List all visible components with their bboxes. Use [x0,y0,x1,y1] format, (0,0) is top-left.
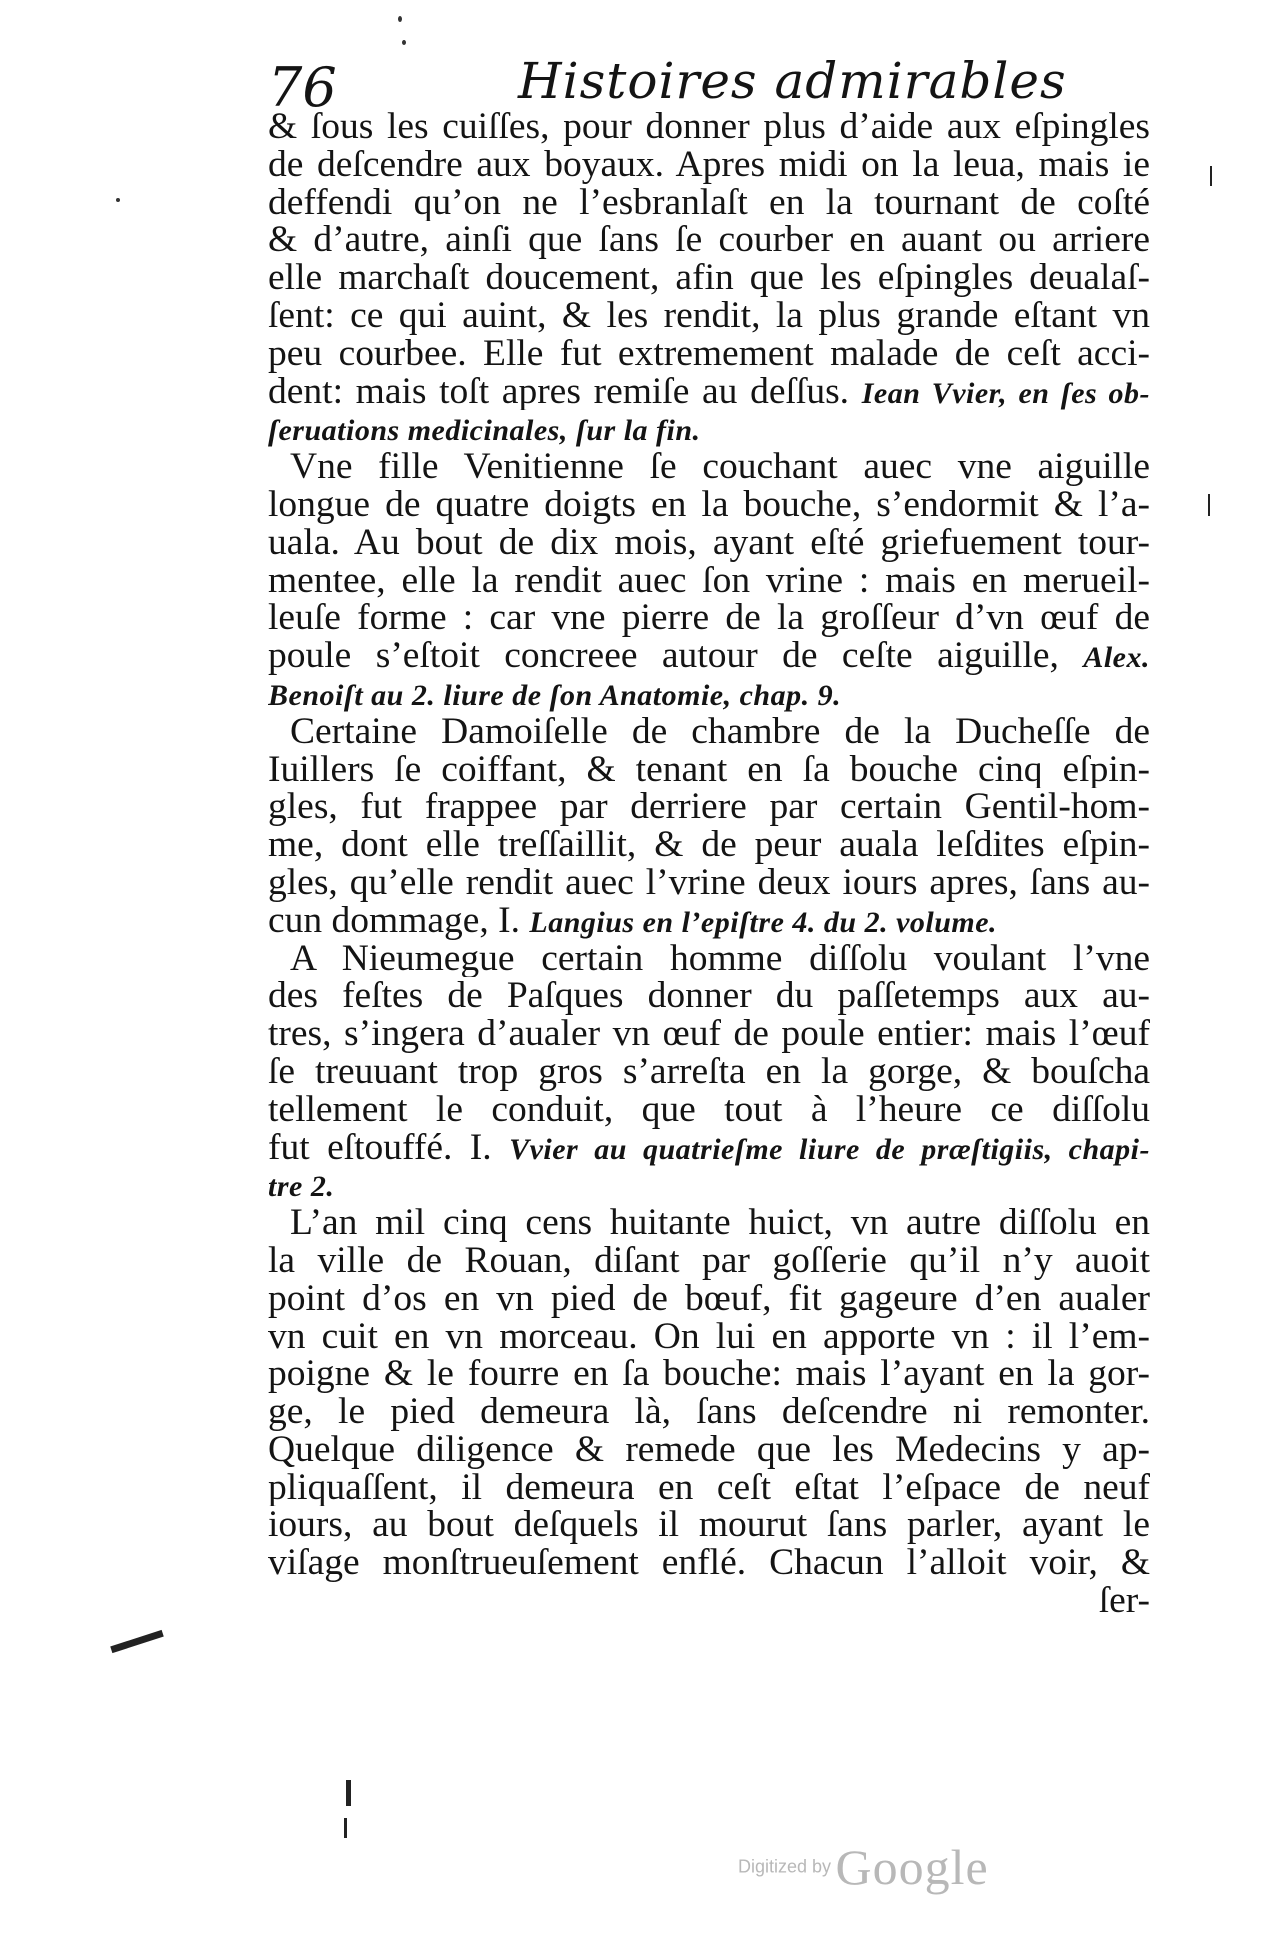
text-line [268,1355,1150,1393]
paragraph [268,713,1150,940]
line-text: gles, fut frappee par derriere par certain Gentil-hom- [268,788,1150,827]
text-line [268,1204,1150,1242]
text-line [268,675,1150,713]
text-line [268,826,1150,864]
text-line [268,335,1150,373]
line-text: gles, qu’elle rendit auec l’vrine deux iours apres, ſans au- [268,863,1150,902]
scan-speck [398,16,402,22]
body-text [268,108,1150,1620]
text-line [268,1431,1150,1469]
line-text: Certaine Damoiſelle de chambre de la Ducheſſe de [290,712,1150,751]
line-text: & d’autre, ainſi que ſans ſe courber en auant ou arriere [268,221,1150,260]
citation: tre 2. [268,1170,335,1204]
text-line [268,562,1150,600]
text-line [268,1506,1150,1544]
citation: Vvier au quatrieſme liure de præſtigiis, chapi- [509,1132,1150,1166]
text-line [268,637,1150,675]
google-logo: Google [835,1839,989,1895]
text-line [268,1166,1150,1204]
scan-speck [402,40,406,45]
line-text: & ſous les cuiſſes, pour donner plus d’aide aux eſpingles [268,108,1150,146]
line-text: peu courbee. Elle fut extremement malade de ceſt acci- [268,334,1150,373]
line-text: tellement le conduit, que tout à l’heure ce diſſolu [268,1090,1150,1129]
text-line [268,524,1150,562]
line-text: leuſe forme : car vne pierre de la groſſeur d’vn œuf de [268,599,1150,638]
text-line [268,902,1150,940]
text-line [268,184,1150,222]
line-text: point d’os en vn pied de bœuf, fit gageure d’en aualer [268,1279,1150,1318]
text-line [268,1015,1150,1053]
running-title: Histoires admirables [518,52,1067,110]
text-line [268,259,1150,297]
line-text: cun dommage, I. [268,901,521,940]
line-text: poule s’eſtoit concreee autour de ceſte aiguille, [268,637,1059,675]
page-number: 76 [268,56,337,119]
line-text: dent: mais toſt apres remiſe au deſſus. [268,372,850,411]
line-text: Iuillers ſe coiffant, & tenant en ſa bouche cinq eſpin- [268,750,1150,789]
text-line [268,1544,1150,1582]
text-line [268,1242,1150,1280]
line-text: L’an mil cinq cens huitante huict, vn autre diſſolu en [290,1204,1150,1242]
text-line [268,1053,1150,1091]
citation: ſeruations medicinales, ſur la fin. [268,414,701,448]
line-text: poigne & le fourre en ſa bouche: mais l’ayant en la gor- [268,1355,1150,1394]
line-text: de deſcendre aux boyaux. Apres midi on la leua, mais ie [268,145,1150,184]
line-text: Quelque diligence & remede que les Medecins y ap- [268,1430,1150,1469]
digitized-watermark [738,1838,989,1896]
text-line [268,410,1150,448]
text-line [268,864,1150,902]
line-text: elle marchaſt doucement, afin que les eſpingles deualaſ- [268,259,1150,297]
line-text: longue de quatre doigts en la bouche, s’endormit & l’a- [268,485,1150,524]
text-line [268,146,1150,184]
line-text: A Nieumegue certain homme diſſolu voulant l’vne [290,939,1150,978]
line-text: viſage monſtrueuſement enflé. Chacun l’alloit voir, & [268,1544,1150,1583]
line-text: iours, au bout deſquels il mourut ſans parler, ayant le [268,1506,1150,1545]
margin-mark [1210,166,1212,186]
line-text: fut eſtouffé. I. [268,1128,492,1167]
line-text: la ville de Rouan, diſant par goſſerie qu’il n’y auoit [268,1241,1150,1280]
line-text: uala. Au bout de dix mois, ayant eſté griefuement tour- [268,523,1150,562]
line-text: des feſtes de Paſques donner du paſſetemps aux au- [268,977,1150,1016]
text-line [268,1318,1150,1356]
margin-mark [1208,494,1210,516]
watermark-prefix: Digitized by [738,1856,832,1877]
text-line [268,1129,1150,1167]
line-text: me, dont elle treſſaillit, & de peur auala leſdites eſpin- [268,826,1150,864]
text-line [268,940,1150,978]
paragraph [268,940,1150,1205]
line-text: Vne fille Venitienne ſe couchant auec vne aiguille [290,448,1150,486]
text-line [268,1280,1150,1318]
margin-mark [346,1780,351,1806]
text-line [268,486,1150,524]
line-text: tres, s’ingera d’aualer vn œuf de poule entier: mais l’œuf [268,1015,1150,1053]
text-line [268,713,1150,751]
text-line [268,977,1150,1015]
text-line [268,1469,1150,1507]
text-line [268,788,1150,826]
text-line [268,297,1150,335]
citation: Alex. [1083,641,1150,675]
paragraph [268,108,1150,448]
line-text: ſent: ce qui auint, & les rendit, la plus grande eſtant vn [268,296,1150,335]
citation: Langius en l’epiſtre 4. du 2. volume. [529,905,998,939]
catchword: ſer- [1098,1582,1150,1620]
margin-mark [110,1630,164,1653]
line-text: mentee, elle la rendit auec ſon vrine : mais en merueil- [268,561,1150,600]
scan-speck [116,198,120,202]
paragraph [268,448,1150,713]
text-line [268,373,1150,411]
citation: Iean Vvier, en ſes ob- [861,376,1150,410]
line-text: pliquaſſent, il demeura en ceſt eſtat l’eſpace de neuf [268,1468,1150,1507]
line-text: vn cuit en vn morceau. On lui en apporte vn : il l’em- [268,1317,1150,1356]
text-line [268,448,1150,486]
text-line [268,751,1150,789]
text-line [268,1393,1150,1431]
text-line [268,599,1150,637]
text-line [268,221,1150,259]
line-text: deffendi qu’on ne l’esbranlaſt en la tournant de coſté [268,183,1150,222]
paragraph [268,1204,1150,1582]
text-line [268,108,1150,146]
line-text: ge, le pied demeura là, ſans deſcendre ni remonter. [268,1393,1150,1431]
margin-mark [344,1818,347,1838]
text-line [268,1091,1150,1129]
line-text: ſe treuuant trop gros s’arreſta en la gorge, & bouſcha [268,1052,1150,1091]
citation: Benoiſt au 2. liure de ſon Anatomie, chap. 9. [268,678,842,712]
